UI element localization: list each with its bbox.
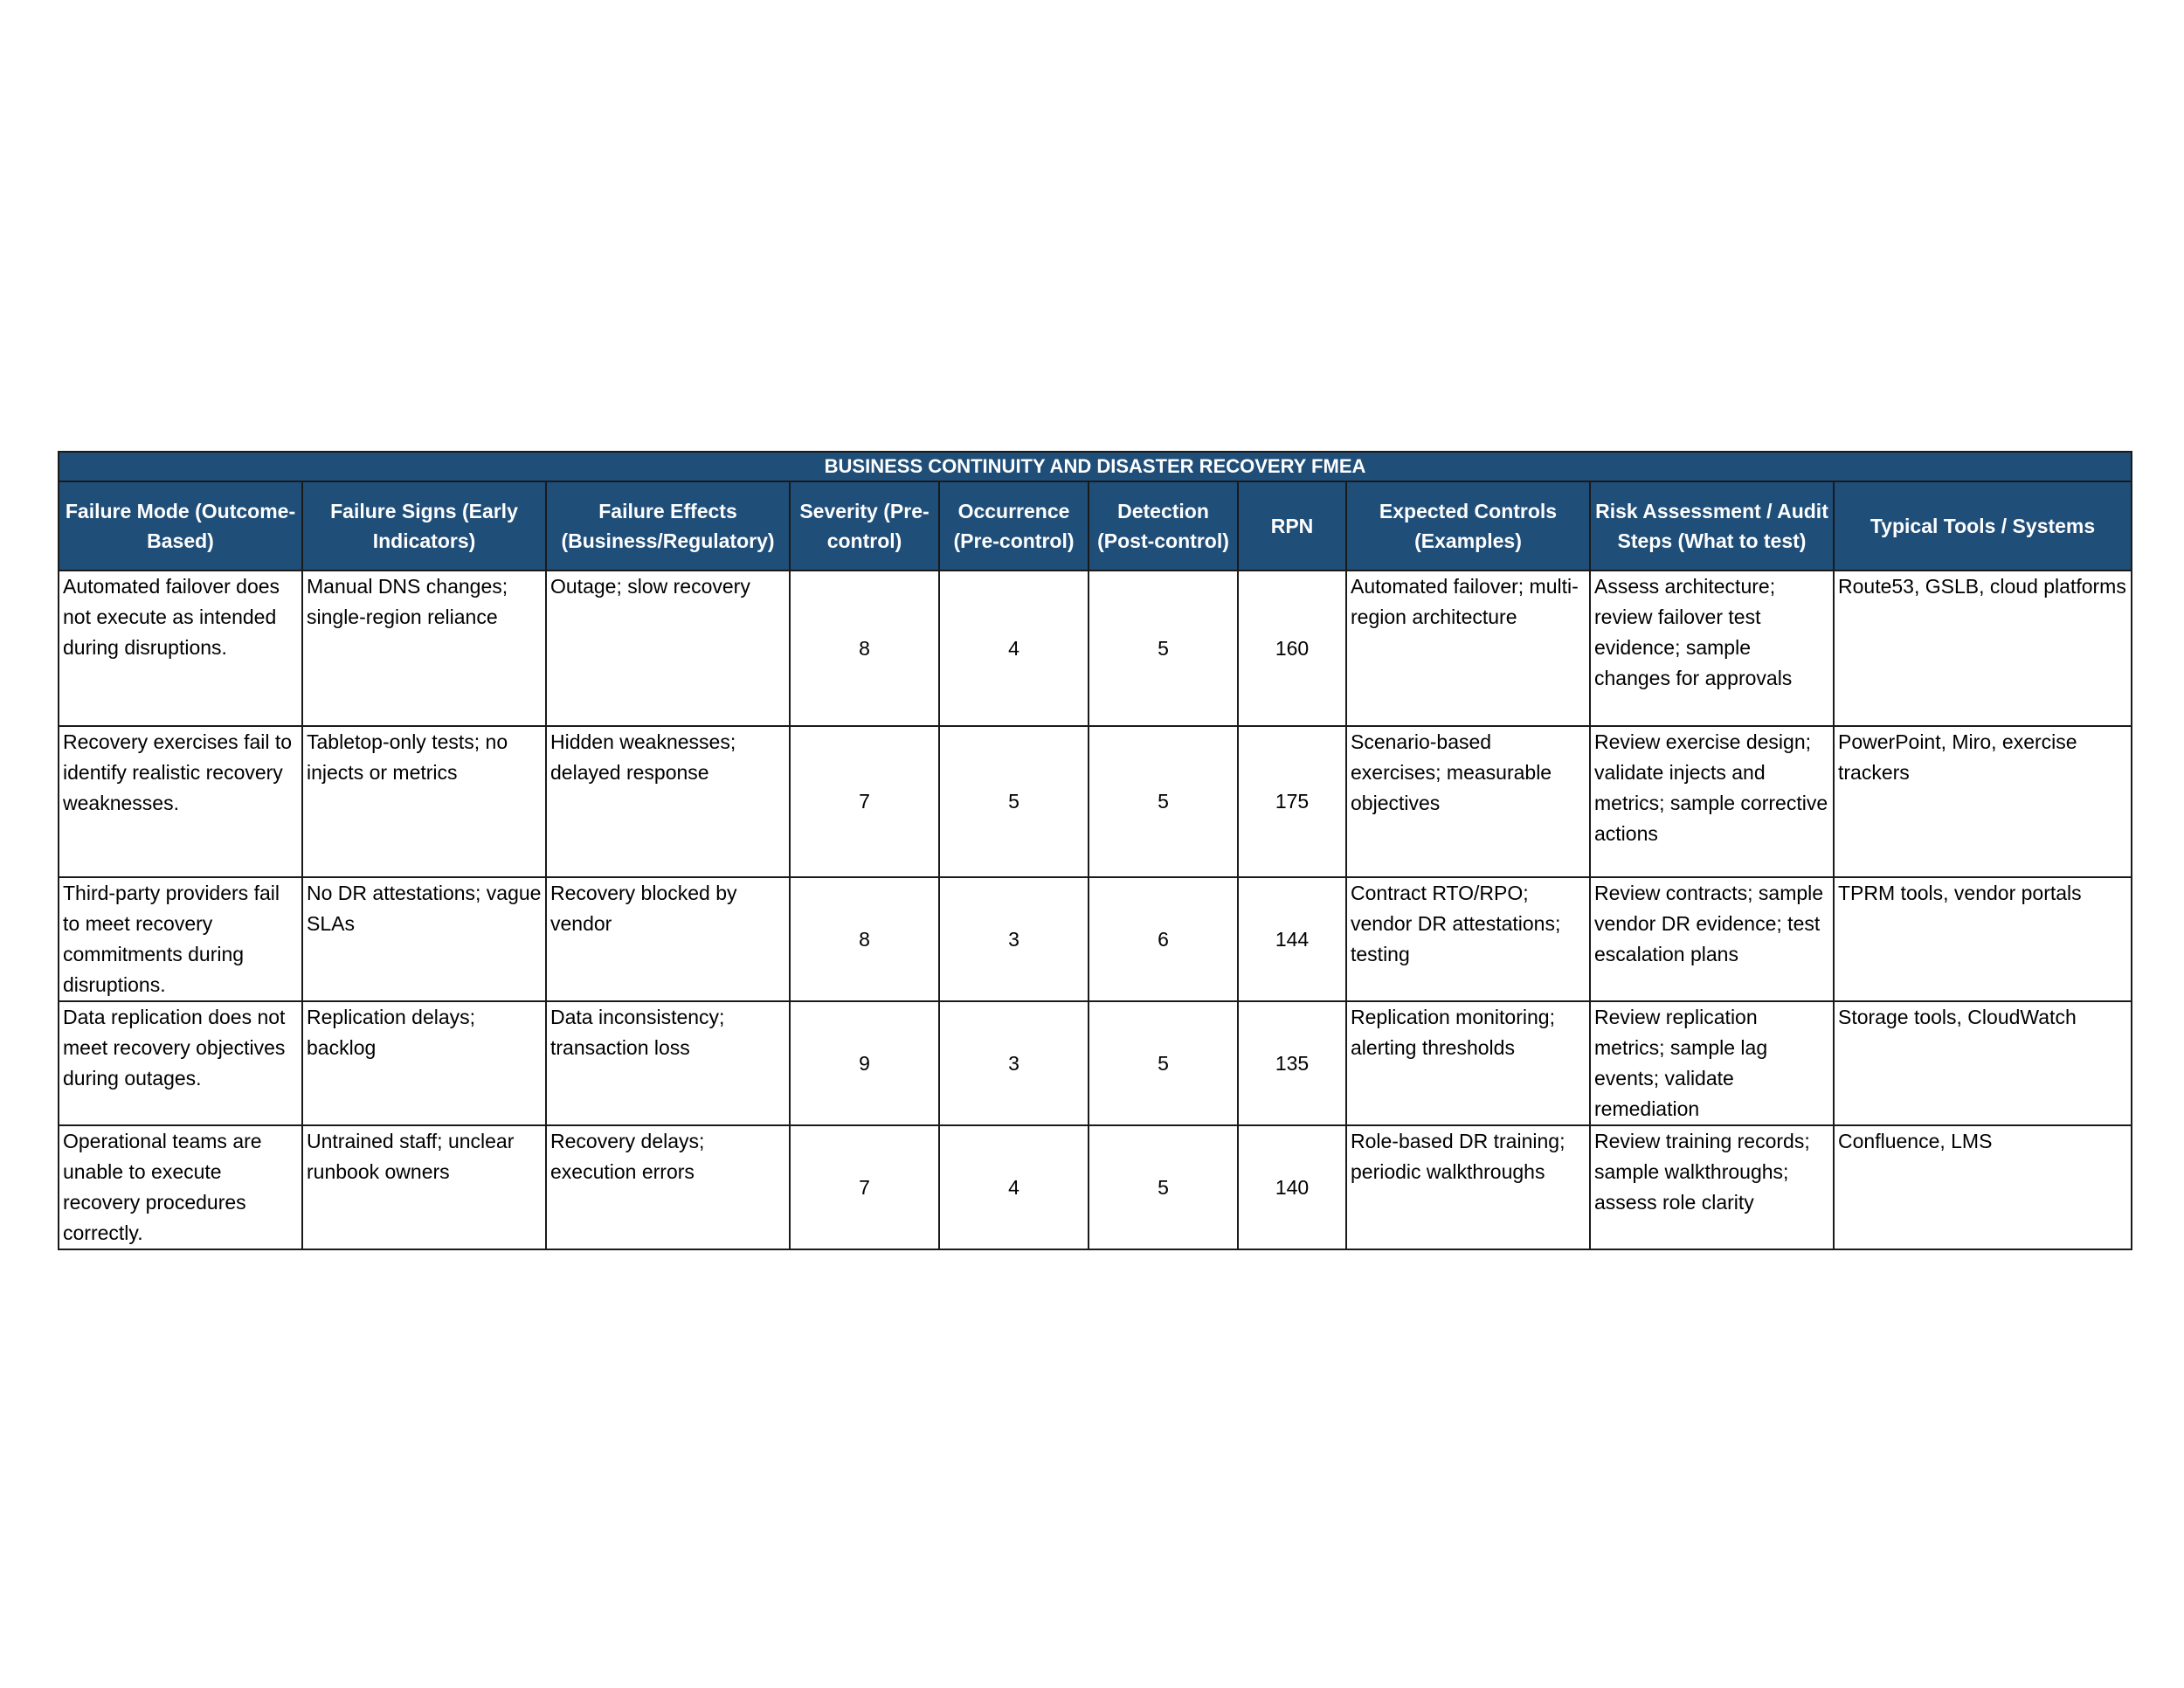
detection-cell: 5 — [1089, 726, 1238, 877]
expected-controls-cell: Contract RTO/RPO; vendor DR attestations; testing — [1346, 877, 1590, 1001]
failure-effects-cell: Recovery blocked by vendor — [546, 877, 790, 1001]
tools-cell: PowerPoint, Miro, exercise trackers — [1834, 726, 2132, 877]
severity-cell: 7 — [790, 1125, 939, 1249]
sheet-title: BUSINESS CONTINUITY AND DISASTER RECOVERY FMEA — [59, 452, 2132, 481]
failure-mode-cell: Recovery exercises fail to identify realistic recovery weaknesses. — [59, 726, 302, 877]
audit-steps-cell: Review contracts; sample vendor DR evidence; test escalation plans — [1590, 877, 1834, 1001]
detection-cell: 5 — [1089, 571, 1238, 726]
header-row — [59, 481, 2132, 571]
table-row — [59, 1125, 2132, 1249]
occurrence-cell: 4 — [939, 571, 1089, 726]
occurrence-cell: 4 — [939, 1125, 1089, 1249]
column-header-detection: Detection (Post-control) — [1089, 481, 1238, 571]
table-row — [59, 1001, 2132, 1125]
failure-signs-cell: Manual DNS changes; single-region reliance — [302, 571, 546, 726]
detection-cell: 5 — [1089, 1125, 1238, 1249]
rpn-cell: 175 — [1238, 726, 1346, 877]
rpn-cell: 144 — [1238, 877, 1346, 1001]
expected-controls-cell: Role-based DR training; periodic walkthroughs — [1346, 1125, 1590, 1249]
title-row — [59, 452, 2132, 481]
failure-effects-cell: Data inconsistency; transaction loss — [546, 1001, 790, 1125]
audit-steps-cell: Review replication metrics; sample lag events; validate remediation — [1590, 1001, 1834, 1125]
failure-mode-cell: Data replication does not meet recovery objectives during outages. — [59, 1001, 302, 1125]
tools-cell: TPRM tools, vendor portals — [1834, 877, 2132, 1001]
severity-cell: 8 — [790, 877, 939, 1001]
table-row — [59, 877, 2132, 1001]
audit-steps-cell: Review training records; sample walkthroughs; assess role clarity — [1590, 1125, 1834, 1249]
column-header-audit-steps: Risk Assessment / Audit Steps (What to test) — [1590, 481, 1834, 571]
tools-cell: Storage tools, CloudWatch — [1834, 1001, 2132, 1125]
failure-mode-cell: Automated failover does not execute as intended during disruptions. — [59, 571, 302, 726]
occurrence-cell: 3 — [939, 877, 1089, 1001]
occurrence-cell: 5 — [939, 726, 1089, 877]
severity-cell: 8 — [790, 571, 939, 726]
detection-cell: 5 — [1089, 1001, 1238, 1125]
failure-effects-cell: Outage; slow recovery — [546, 571, 790, 726]
column-header-tools: Typical Tools / Systems — [1834, 481, 2132, 571]
expected-controls-cell: Replication monitoring; alerting thresholds — [1346, 1001, 1590, 1125]
fmea-sheet — [58, 451, 2131, 1250]
column-header-failure-signs: Failure Signs (Early Indicators) — [302, 481, 546, 571]
failure-effects-cell: Hidden weaknesses; delayed response — [546, 726, 790, 877]
failure-signs-cell: No DR attestations; vague SLAs — [302, 877, 546, 1001]
failure-effects-cell: Recovery delays; execution errors — [546, 1125, 790, 1249]
table-row — [59, 571, 2132, 726]
column-header-rpn: RPN — [1238, 481, 1346, 571]
failure-signs-cell: Replication delays; backlog — [302, 1001, 546, 1125]
fmea-table — [58, 451, 2132, 1250]
rpn-cell: 160 — [1238, 571, 1346, 726]
occurrence-cell: 3 — [939, 1001, 1089, 1125]
detection-cell: 6 — [1089, 877, 1238, 1001]
column-header-failure-effects: Failure Effects (Business/Regulatory) — [546, 481, 790, 571]
rpn-cell: 135 — [1238, 1001, 1346, 1125]
column-header-failure-mode: Failure Mode (Outcome-Based) — [59, 481, 302, 571]
severity-cell: 9 — [790, 1001, 939, 1125]
expected-controls-cell: Scenario-based exercises; measurable objectives — [1346, 726, 1590, 877]
failure-signs-cell: Untrained staff; unclear runbook owners — [302, 1125, 546, 1249]
tools-cell: Route53, GSLB, cloud platforms — [1834, 571, 2132, 726]
failure-mode-cell: Operational teams are unable to execute recovery procedures correctly. — [59, 1125, 302, 1249]
failure-mode-cell: Third-party providers fail to meet recovery commitments during disruptions. — [59, 877, 302, 1001]
failure-signs-cell: Tabletop-only tests; no injects or metrics — [302, 726, 546, 877]
severity-cell: 7 — [790, 726, 939, 877]
column-header-occurrence: Occurrence (Pre-control) — [939, 481, 1089, 571]
column-header-severity: Severity (Pre-control) — [790, 481, 939, 571]
audit-steps-cell: Assess architecture; review failover test evidence; sample changes for approvals — [1590, 571, 1834, 726]
tools-cell: Confluence, LMS — [1834, 1125, 2132, 1249]
column-header-expected-controls: Expected Controls (Examples) — [1346, 481, 1590, 571]
table-row — [59, 726, 2132, 877]
expected-controls-cell: Automated failover; multi-region architecture — [1346, 571, 1590, 726]
audit-steps-cell: Review exercise design; validate injects and metrics; sample corrective actions — [1590, 726, 1834, 877]
rpn-cell: 140 — [1238, 1125, 1346, 1249]
